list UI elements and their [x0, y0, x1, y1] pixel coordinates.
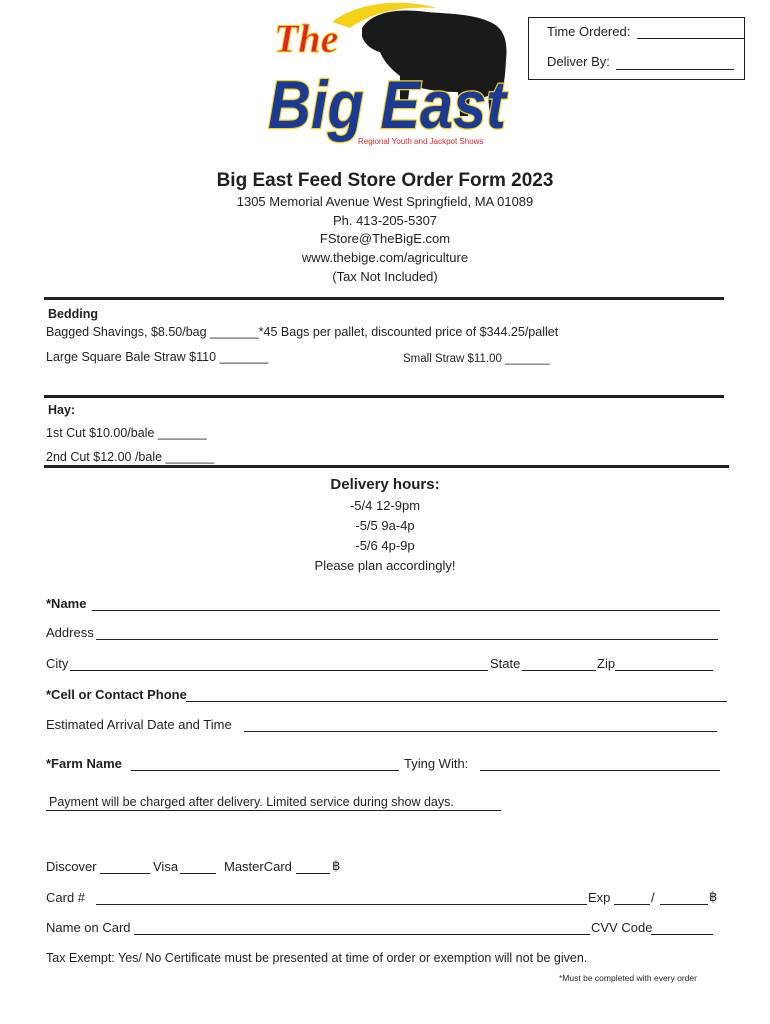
visa-label: Visa [153, 859, 179, 874]
bedding-heading: Bedding [48, 307, 98, 321]
discover-label: Discover [46, 859, 97, 874]
name-on-card-field[interactable] [134, 934, 590, 935]
tax-note: (Tax Not Included) [332, 269, 438, 284]
discover-field[interactable] [100, 873, 150, 874]
exp-slash: / [651, 890, 655, 905]
time-ordered-label: Time Ordered: [547, 24, 631, 39]
tax-exempt-line: Tax Exempt: Yes/ No Certificate must be presented at time of order or exemption will not be given. [46, 951, 588, 965]
payment-notice-underline [46, 810, 501, 811]
name-label: *Name [46, 596, 87, 611]
time-ordered-field[interactable] [637, 38, 744, 39]
mastercard-label: MasterCard [224, 859, 292, 874]
arrival-field[interactable] [244, 731, 717, 732]
delivery-time: -5/6 4p-9p [355, 538, 415, 553]
zip-label: Zip [597, 656, 616, 671]
logo-name-text: Big East [268, 67, 509, 143]
card-number-field[interactable] [96, 904, 587, 905]
visa-field[interactable] [180, 873, 216, 874]
hay-heading: Hay: [48, 403, 76, 417]
store-phone: Ph. 413-205-5307 [332, 213, 438, 228]
address-label: Address [46, 625, 94, 640]
deliver-by-field[interactable] [616, 69, 734, 70]
farm-name-field[interactable] [131, 770, 399, 771]
store-email[interactable]: FStore@TheBigE.com [319, 231, 451, 246]
bedding-large-straw-item[interactable]: Large Square Bale Straw $110 _______ [46, 350, 269, 364]
arrival-label: Estimated Arrival Date and Time [46, 717, 232, 732]
bedding-small-straw-item[interactable]: Small Straw $11.00 _______ [403, 353, 550, 365]
tying-with-label: Tying With: [404, 756, 469, 771]
footnote: *Must be completed with every order [559, 973, 697, 983]
tying-with-field[interactable] [480, 770, 720, 771]
delivery-time: -5/5 9a-4p [355, 518, 415, 533]
exp-year-field[interactable] [660, 904, 708, 905]
name-field[interactable] [92, 610, 720, 611]
section-divider [44, 395, 724, 398]
farm-name-label: *Farm Name [46, 756, 122, 771]
contact-phone-label: *Cell or Contact Phone [46, 687, 187, 702]
logo-tagline: Regional Youth and Jackpot Shows [358, 137, 484, 146]
section-divider [44, 297, 724, 300]
zip-field[interactable] [615, 670, 713, 671]
big-east-logo [262, 0, 512, 150]
state-field[interactable] [522, 670, 596, 671]
city-label: City [46, 656, 69, 671]
delivery-heading: Delivery hours: [330, 476, 440, 493]
delivery-note: Please plan accordingly! [314, 558, 456, 573]
state-label: State [490, 656, 521, 671]
mastercard-field[interactable] [296, 873, 330, 874]
hay-first-cut-item[interactable]: 1st Cut $10.00/bale _______ [46, 426, 207, 440]
store-address: 1305 Memorial Avenue West Springfield, MA 01089 [236, 194, 534, 209]
logo-the-text: The [274, 16, 339, 61]
store-website[interactable]: www.thebige.com/agriculture [301, 250, 469, 265]
bedding-shavings-item[interactable]: Bagged Shavings, $8.50/bag _______*45 Bags per pallet, discounted price of $344.25/pallet [46, 325, 559, 339]
currency-glyph: ฿ [332, 858, 341, 873]
address-field[interactable] [96, 639, 718, 640]
hay-second-cut-item[interactable]: 2nd Cut $12.00 /bale _______ [46, 450, 215, 464]
exp-month-field[interactable] [614, 904, 650, 905]
card-number-label: Card # [46, 890, 86, 905]
deliver-by-label: Deliver By: [547, 54, 610, 69]
exp-label: Exp [588, 890, 611, 905]
city-field[interactable] [70, 670, 488, 671]
cvv-label: CVV Code [591, 920, 653, 935]
delivery-time: -5/4 12-9pm [349, 498, 421, 513]
contact-phone-field[interactable] [186, 701, 727, 702]
big-east-logo-graphic [262, 0, 512, 150]
section-divider [44, 465, 729, 468]
payment-notice: Payment will be charged after delivery. Limited service during show days. [49, 795, 454, 809]
currency-glyph: ฿ [709, 889, 718, 904]
page-title: Big East Feed Store Order Form 2023 [216, 170, 554, 191]
cvv-field[interactable] [651, 934, 713, 935]
order-time-box [528, 17, 745, 80]
name-on-card-label: Name on Card [46, 920, 131, 935]
